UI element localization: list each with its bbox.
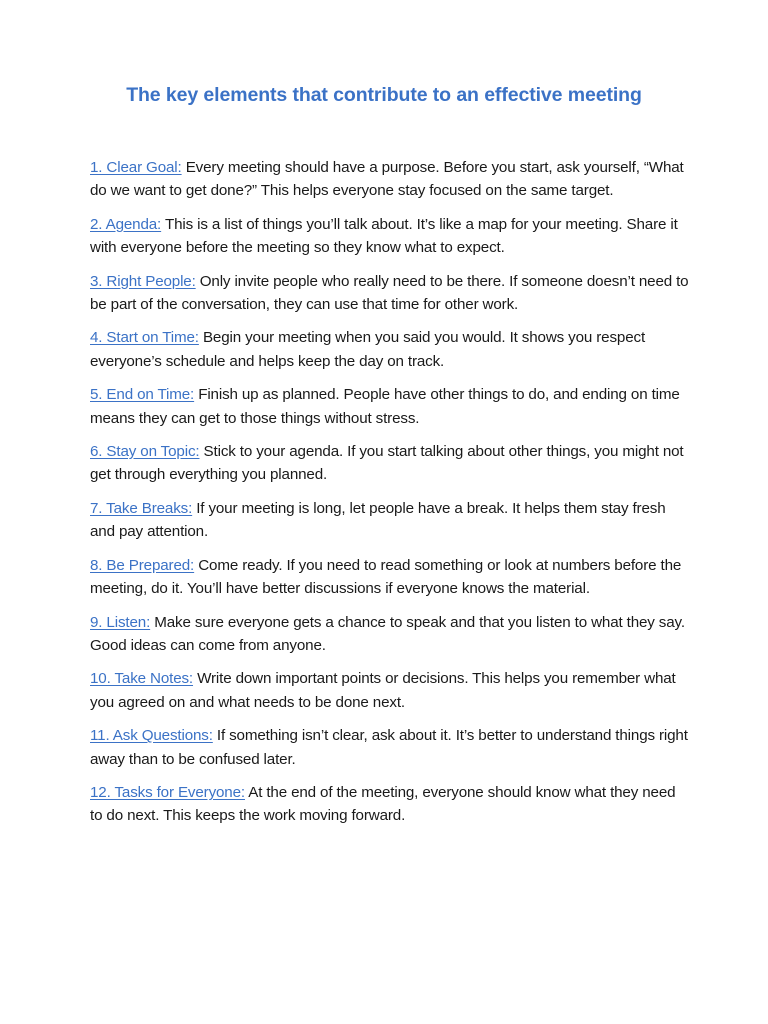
list-item-agenda (90, 213, 690, 260)
list-item-be-prepared (90, 554, 690, 601)
list-item-end-on-time (90, 383, 690, 430)
item-description: Come ready. If you need to read something or look at numbers before the meeting, do it. You’ll have better discussions if everyone knows the material. (90, 556, 682, 598)
item-description: Begin your meeting when you said you would. It shows you respect everyone’s schedule and helps keep the day on track. (90, 329, 646, 370)
item-description: Finish up as planned. People have other things to do, and ending on time means they can get to those things without stress. (90, 386, 680, 427)
item-description: Stick to your agenda. If you start talking about other things, you might not get through everything you planned. (90, 443, 684, 484)
key-elements-list (90, 156, 690, 838)
item-heading-link[interactable]: 5. End on Time: (90, 386, 195, 404)
list-item-stay-on-topic (90, 440, 690, 487)
list-item-clear-goal (90, 156, 690, 203)
list-item-start-on-time (90, 326, 690, 373)
item-heading-link[interactable]: 8. Be Prepared: (90, 556, 195, 574)
item-heading-link[interactable]: 12. Tasks for Everyone: (90, 783, 245, 801)
item-description: Only invite people who really need to be there. If someone doesn’t need to be part of the conversation, they can use that time for other work. (90, 272, 689, 314)
item-heading-link[interactable]: 4. Start on Time: (90, 329, 199, 347)
item-heading-link[interactable]: 3. Right People: (90, 272, 196, 290)
item-description: Write down important points or decisions. This helps you remember what you agreed on and what needs to be done next. (90, 670, 676, 711)
item-heading-link[interactable]: 11. Ask Questions: (90, 727, 213, 745)
list-item-tasks-for-everyone (90, 781, 690, 828)
list-item-listen (90, 611, 690, 658)
item-heading-link[interactable]: 7. Take Breaks: (90, 499, 193, 517)
item-heading-link[interactable]: 6. Stay on Topic: (90, 443, 200, 461)
item-description: Every meeting should have a purpose. Before you start, ask yourself, “What do we want to get done?” This helps everyone stay focused on the same target. (90, 159, 684, 200)
item-description: At the end of the meeting, everyone should know what they need to do next. This keeps the work moving forward. (90, 783, 676, 825)
item-heading-link[interactable]: 1. Clear Goal: (90, 159, 182, 176)
item-heading-link[interactable]: 10. Take Notes: (90, 670, 194, 688)
list-item-right-people (90, 270, 690, 317)
item-heading-link[interactable]: 2. Agenda: (90, 215, 162, 233)
list-item-ask-questions (90, 724, 690, 771)
item-heading-link[interactable]: 9. Listen: (90, 613, 151, 631)
item-description: Make sure everyone gets a chance to speak and that you listen to what they say. Good ideas can come from anyone. (90, 613, 685, 654)
item-description: This is a list of things you’ll talk about. It’s like a map for your meeting. Share it with everyone before the meeting so they know what to expect. (90, 215, 678, 257)
document-title: The key elements that contribute to an effective meeting (126, 84, 642, 106)
item-description: If your meeting is long, let people have a break. It helps them stay fresh and pay attention. (90, 499, 666, 541)
list-item-take-notes (90, 667, 690, 714)
item-description: If something isn’t clear, ask about it. It’s better to understand things right away than to be confused later. (90, 727, 688, 768)
list-item-take-breaks (90, 497, 690, 544)
